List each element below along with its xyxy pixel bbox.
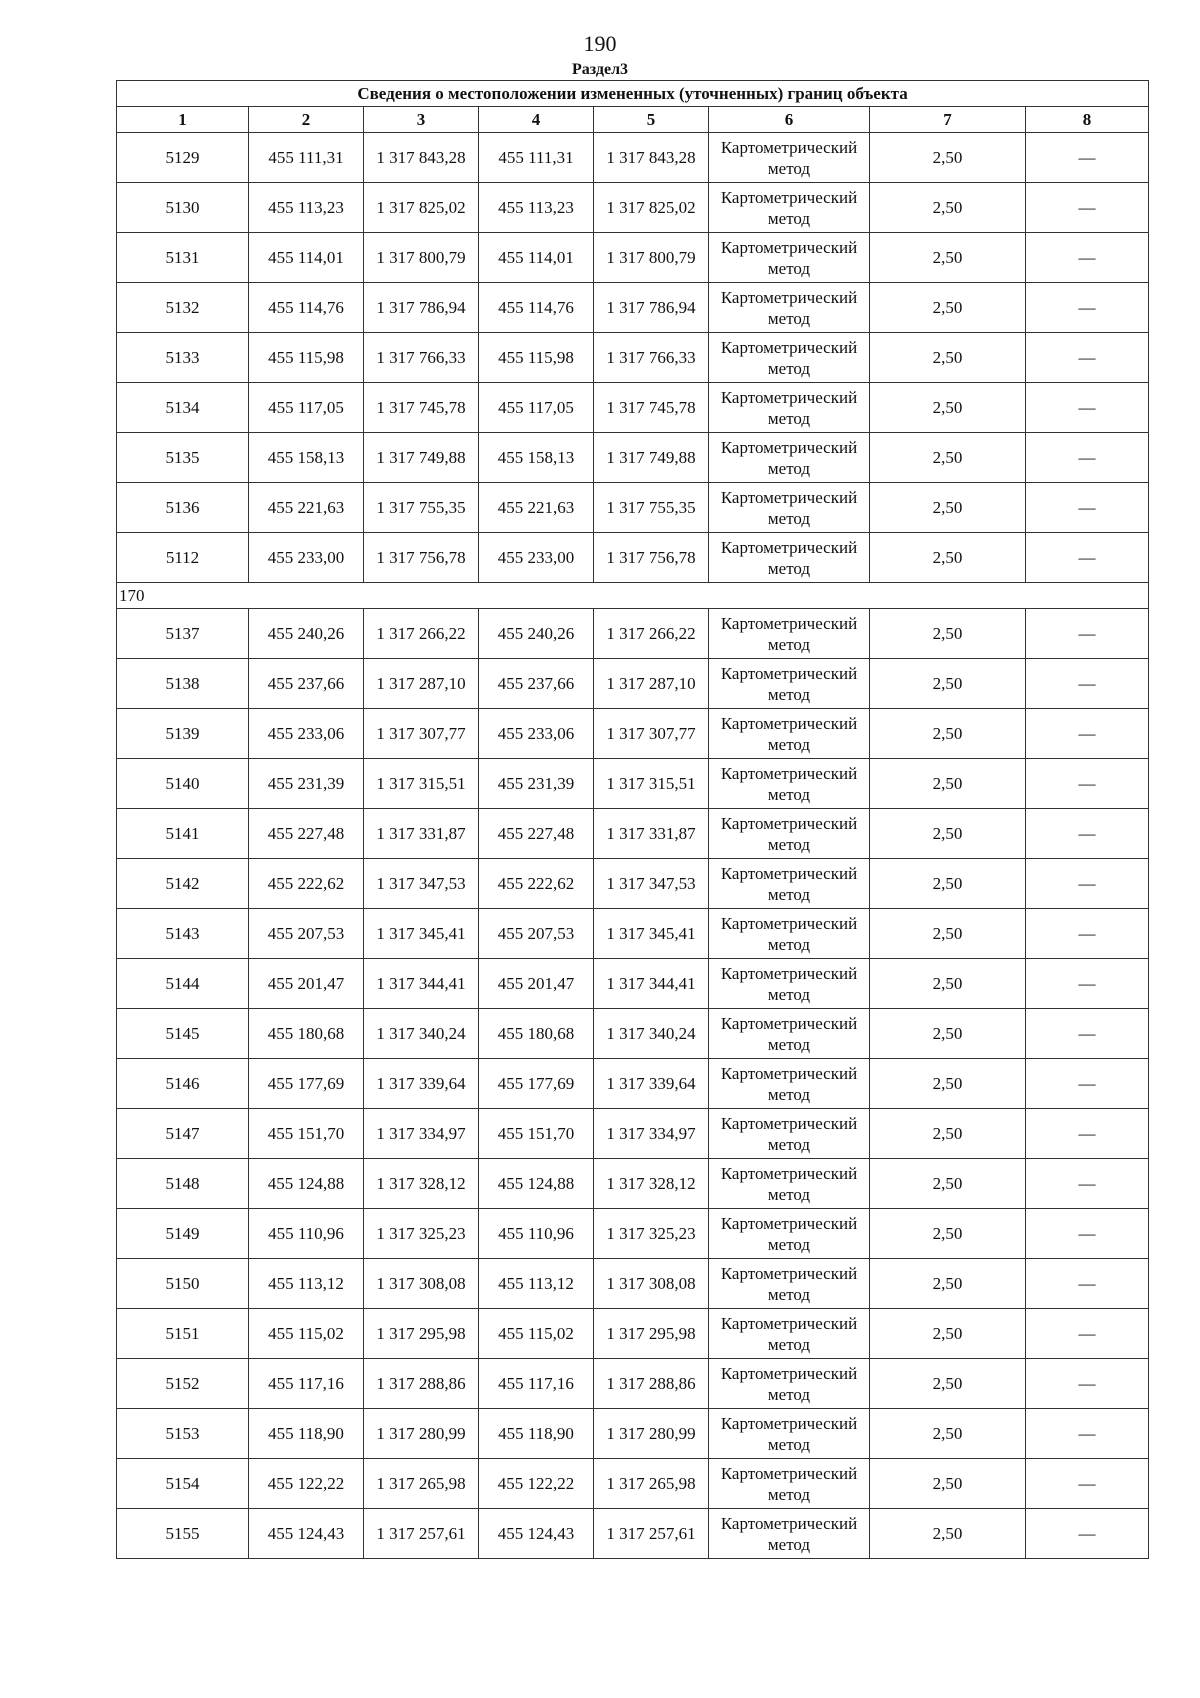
y-refined-cell: 1 317 340,24 bbox=[594, 1009, 709, 1059]
page-number: 190 bbox=[583, 31, 617, 56]
point-number-cell: 5134 bbox=[117, 383, 249, 433]
y-existing-cell: 1 317 340,24 bbox=[364, 1009, 479, 1059]
accuracy-cell: 2,50 bbox=[870, 1159, 1026, 1209]
y-refined-cell: 1 317 800,79 bbox=[594, 233, 709, 283]
x-refined-cell: 455 114,01 bbox=[479, 233, 594, 283]
table-row bbox=[117, 1059, 1149, 1109]
accuracy-cell: 2,50 bbox=[870, 659, 1026, 709]
point-number-cell: 5150 bbox=[117, 1259, 249, 1309]
y-refined-cell: 1 317 325,23 bbox=[594, 1209, 709, 1259]
x-existing-cell: 455 117,16 bbox=[249, 1359, 364, 1409]
method-cell: Картометрический метод bbox=[709, 959, 870, 1009]
method-cell: Картометрический метод bbox=[709, 1059, 870, 1109]
table-row bbox=[117, 659, 1149, 709]
x-refined-cell: 455 180,68 bbox=[479, 1009, 594, 1059]
description-cell: — bbox=[1026, 383, 1149, 433]
table-caption-row bbox=[117, 81, 1149, 107]
x-existing-cell: 455 113,12 bbox=[249, 1259, 364, 1309]
method-cell: Картометрический метод bbox=[709, 1109, 870, 1159]
y-existing-cell: 1 317 266,22 bbox=[364, 609, 479, 659]
method-cell: Картометрический метод bbox=[709, 1159, 870, 1209]
point-number-cell: 5154 bbox=[117, 1459, 249, 1509]
y-existing-cell: 1 317 328,12 bbox=[364, 1159, 479, 1209]
y-refined-cell: 1 317 843,28 bbox=[594, 133, 709, 183]
point-number-cell: 5146 bbox=[117, 1059, 249, 1109]
y-existing-cell: 1 317 325,23 bbox=[364, 1209, 479, 1259]
y-existing-cell: 1 317 843,28 bbox=[364, 133, 479, 183]
x-refined-cell: 455 240,26 bbox=[479, 609, 594, 659]
x-refined-cell: 455 221,63 bbox=[479, 483, 594, 533]
point-number-cell: 5147 bbox=[117, 1109, 249, 1159]
description-cell: — bbox=[1026, 1359, 1149, 1409]
x-existing-cell: 455 177,69 bbox=[249, 1059, 364, 1109]
x-existing-cell: 455 180,68 bbox=[249, 1009, 364, 1059]
table-row bbox=[117, 1009, 1149, 1059]
point-number-cell: 5112 bbox=[117, 533, 249, 583]
y-refined-cell: 1 317 315,51 bbox=[594, 759, 709, 809]
x-refined-cell: 455 237,66 bbox=[479, 659, 594, 709]
method-cell: Картометрический метод bbox=[709, 533, 870, 583]
y-refined-cell: 1 317 288,86 bbox=[594, 1359, 709, 1409]
method-cell: Картометрический метод bbox=[709, 1009, 870, 1059]
x-refined-cell: 455 177,69 bbox=[479, 1059, 594, 1109]
table-row bbox=[117, 859, 1149, 909]
method-cell: Картометрический метод bbox=[709, 183, 870, 233]
table-row bbox=[117, 283, 1149, 333]
y-refined-cell: 1 317 307,77 bbox=[594, 709, 709, 759]
y-existing-cell: 1 317 756,78 bbox=[364, 533, 479, 583]
table-row bbox=[117, 483, 1149, 533]
coordinates-table bbox=[116, 80, 1149, 1559]
accuracy-cell: 2,50 bbox=[870, 383, 1026, 433]
description-cell: — bbox=[1026, 183, 1149, 233]
y-existing-cell: 1 317 745,78 bbox=[364, 383, 479, 433]
x-existing-cell: 455 118,90 bbox=[249, 1409, 364, 1459]
accuracy-cell: 2,50 bbox=[870, 1109, 1026, 1159]
description-cell: — bbox=[1026, 909, 1149, 959]
y-refined-cell: 1 317 786,94 bbox=[594, 283, 709, 333]
method-cell: Картометрический метод bbox=[709, 1309, 870, 1359]
x-refined-cell: 455 233,06 bbox=[479, 709, 594, 759]
x-refined-cell: 455 117,05 bbox=[479, 383, 594, 433]
description-cell: — bbox=[1026, 533, 1149, 583]
y-refined-cell: 1 317 347,53 bbox=[594, 859, 709, 909]
description-cell: — bbox=[1026, 1459, 1149, 1509]
y-existing-cell: 1 317 345,41 bbox=[364, 909, 479, 959]
x-existing-cell: 455 115,98 bbox=[249, 333, 364, 383]
x-refined-cell: 455 151,70 bbox=[479, 1109, 594, 1159]
x-refined-cell: 455 111,31 bbox=[479, 133, 594, 183]
method-cell: Картометрический метод bbox=[709, 433, 870, 483]
method-cell: Картометрический метод bbox=[709, 809, 870, 859]
x-refined-cell: 455 201,47 bbox=[479, 959, 594, 1009]
description-cell: — bbox=[1026, 809, 1149, 859]
accuracy-cell: 2,50 bbox=[870, 1209, 1026, 1259]
table-row bbox=[117, 709, 1149, 759]
y-refined-cell: 1 317 766,33 bbox=[594, 333, 709, 383]
column-header: 7 bbox=[870, 107, 1026, 133]
table-row bbox=[117, 1359, 1149, 1409]
point-number-cell: 5136 bbox=[117, 483, 249, 533]
point-number-cell: 5132 bbox=[117, 283, 249, 333]
y-existing-cell: 1 317 786,94 bbox=[364, 283, 479, 333]
point-number-cell: 5133 bbox=[117, 333, 249, 383]
x-existing-cell: 455 124,88 bbox=[249, 1159, 364, 1209]
y-refined-cell: 1 317 749,88 bbox=[594, 433, 709, 483]
accuracy-cell: 2,50 bbox=[870, 533, 1026, 583]
y-refined-cell: 1 317 287,10 bbox=[594, 659, 709, 709]
table-row bbox=[117, 1209, 1149, 1259]
description-cell: — bbox=[1026, 659, 1149, 709]
x-existing-cell: 455 221,63 bbox=[249, 483, 364, 533]
x-refined-cell: 455 114,76 bbox=[479, 283, 594, 333]
x-existing-cell: 455 151,70 bbox=[249, 1109, 364, 1159]
y-refined-cell: 1 317 328,12 bbox=[594, 1159, 709, 1209]
point-number-cell: 5149 bbox=[117, 1209, 249, 1259]
x-existing-cell: 455 113,23 bbox=[249, 183, 364, 233]
accuracy-cell: 2,50 bbox=[870, 909, 1026, 959]
method-cell: Картометрический метод bbox=[709, 609, 870, 659]
x-existing-cell: 455 110,96 bbox=[249, 1209, 364, 1259]
y-refined-cell: 1 317 756,78 bbox=[594, 533, 709, 583]
x-existing-cell: 455 207,53 bbox=[249, 909, 364, 959]
x-existing-cell: 455 111,31 bbox=[249, 133, 364, 183]
contour-label: 170 bbox=[117, 583, 1149, 609]
section-title: Раздел3 bbox=[571, 61, 629, 78]
method-cell: Картометрический метод bbox=[709, 1409, 870, 1459]
table-row bbox=[117, 533, 1149, 583]
x-existing-cell: 455 227,48 bbox=[249, 809, 364, 859]
table-row bbox=[117, 759, 1149, 809]
x-existing-cell: 455 231,39 bbox=[249, 759, 364, 809]
x-refined-cell: 455 122,22 bbox=[479, 1459, 594, 1509]
accuracy-cell: 2,50 bbox=[870, 809, 1026, 859]
accuracy-cell: 2,50 bbox=[870, 283, 1026, 333]
table-caption: Сведения о местоположении измененных (уточненных) границ объекта bbox=[117, 81, 1149, 107]
y-refined-cell: 1 317 339,64 bbox=[594, 1059, 709, 1109]
column-header: 8 bbox=[1026, 107, 1149, 133]
x-existing-cell: 455 237,66 bbox=[249, 659, 364, 709]
accuracy-cell: 2,50 bbox=[870, 859, 1026, 909]
accuracy-cell: 2,50 bbox=[870, 483, 1026, 533]
point-number-cell: 5137 bbox=[117, 609, 249, 659]
x-refined-cell: 455 227,48 bbox=[479, 809, 594, 859]
method-cell: Картометрический метод bbox=[709, 133, 870, 183]
point-number-cell: 5129 bbox=[117, 133, 249, 183]
accuracy-cell: 2,50 bbox=[870, 1059, 1026, 1109]
y-refined-cell: 1 317 331,87 bbox=[594, 809, 709, 859]
method-cell: Картометрический метод bbox=[709, 659, 870, 709]
accuracy-cell: 2,50 bbox=[870, 433, 1026, 483]
method-cell: Картометрический метод bbox=[709, 1509, 870, 1559]
accuracy-cell: 2,50 bbox=[870, 183, 1026, 233]
accuracy-cell: 2,50 bbox=[870, 609, 1026, 659]
x-refined-cell: 455 110,96 bbox=[479, 1209, 594, 1259]
method-cell: Картометрический метод bbox=[709, 859, 870, 909]
table-row bbox=[117, 183, 1149, 233]
x-refined-cell: 455 113,23 bbox=[479, 183, 594, 233]
contour-label-row bbox=[117, 583, 1149, 609]
x-refined-cell: 455 118,90 bbox=[479, 1409, 594, 1459]
x-refined-cell: 455 124,43 bbox=[479, 1509, 594, 1559]
y-refined-cell: 1 317 308,08 bbox=[594, 1259, 709, 1309]
table-body bbox=[117, 81, 1149, 1559]
x-existing-cell: 455 240,26 bbox=[249, 609, 364, 659]
description-cell: — bbox=[1026, 1209, 1149, 1259]
table-row bbox=[117, 1109, 1149, 1159]
description-cell: — bbox=[1026, 283, 1149, 333]
y-refined-cell: 1 317 257,61 bbox=[594, 1509, 709, 1559]
method-cell: Картометрический метод bbox=[709, 909, 870, 959]
y-existing-cell: 1 317 749,88 bbox=[364, 433, 479, 483]
y-existing-cell: 1 317 825,02 bbox=[364, 183, 479, 233]
y-existing-cell: 1 317 800,79 bbox=[364, 233, 479, 283]
x-existing-cell: 455 114,01 bbox=[249, 233, 364, 283]
description-cell: — bbox=[1026, 483, 1149, 533]
column-header: 2 bbox=[249, 107, 364, 133]
method-cell: Картометрический метод bbox=[709, 333, 870, 383]
y-existing-cell: 1 317 295,98 bbox=[364, 1309, 479, 1359]
table-row bbox=[117, 333, 1149, 383]
point-number-cell: 5130 bbox=[117, 183, 249, 233]
y-existing-cell: 1 317 339,64 bbox=[364, 1059, 479, 1109]
point-number-cell: 5155 bbox=[117, 1509, 249, 1559]
point-number-cell: 5140 bbox=[117, 759, 249, 809]
y-existing-cell: 1 317 331,87 bbox=[364, 809, 479, 859]
y-existing-cell: 1 317 315,51 bbox=[364, 759, 479, 809]
method-cell: Картометрический метод bbox=[709, 283, 870, 333]
point-number-cell: 5142 bbox=[117, 859, 249, 909]
table-row bbox=[117, 1159, 1149, 1209]
accuracy-cell: 2,50 bbox=[870, 1459, 1026, 1509]
y-refined-cell: 1 317 266,22 bbox=[594, 609, 709, 659]
description-cell: — bbox=[1026, 859, 1149, 909]
description-cell: — bbox=[1026, 709, 1149, 759]
column-header: 3 bbox=[364, 107, 479, 133]
table-row bbox=[117, 1409, 1149, 1459]
y-existing-cell: 1 317 308,08 bbox=[364, 1259, 479, 1309]
column-header: 4 bbox=[479, 107, 594, 133]
y-refined-cell: 1 317 745,78 bbox=[594, 383, 709, 433]
method-cell: Картометрический метод bbox=[709, 709, 870, 759]
table-row bbox=[117, 959, 1149, 1009]
x-refined-cell: 455 158,13 bbox=[479, 433, 594, 483]
table-row bbox=[117, 1459, 1149, 1509]
table-row bbox=[117, 233, 1149, 283]
table-row bbox=[117, 1259, 1149, 1309]
x-existing-cell: 455 117,05 bbox=[249, 383, 364, 433]
y-existing-cell: 1 317 280,99 bbox=[364, 1409, 479, 1459]
y-existing-cell: 1 317 347,53 bbox=[364, 859, 479, 909]
column-header: 6 bbox=[709, 107, 870, 133]
accuracy-cell: 2,50 bbox=[870, 1309, 1026, 1359]
point-number-cell: 5152 bbox=[117, 1359, 249, 1409]
column-header: 5 bbox=[594, 107, 709, 133]
y-refined-cell: 1 317 295,98 bbox=[594, 1309, 709, 1359]
method-cell: Картометрический метод bbox=[709, 1459, 870, 1509]
description-cell: — bbox=[1026, 1059, 1149, 1109]
table-row bbox=[117, 609, 1149, 659]
method-cell: Картометрический метод bbox=[709, 759, 870, 809]
point-number-cell: 5138 bbox=[117, 659, 249, 709]
description-cell: — bbox=[1026, 609, 1149, 659]
x-refined-cell: 455 124,88 bbox=[479, 1159, 594, 1209]
accuracy-cell: 2,50 bbox=[870, 133, 1026, 183]
x-existing-cell: 455 233,06 bbox=[249, 709, 364, 759]
description-cell: — bbox=[1026, 1109, 1149, 1159]
table-row bbox=[117, 909, 1149, 959]
point-number-cell: 5141 bbox=[117, 809, 249, 859]
y-existing-cell: 1 317 766,33 bbox=[364, 333, 479, 383]
description-cell: — bbox=[1026, 433, 1149, 483]
point-number-cell: 5143 bbox=[117, 909, 249, 959]
description-cell: — bbox=[1026, 133, 1149, 183]
y-refined-cell: 1 317 825,02 bbox=[594, 183, 709, 233]
y-refined-cell: 1 317 334,97 bbox=[594, 1109, 709, 1159]
table-row bbox=[117, 809, 1149, 859]
method-cell: Картометрический метод bbox=[709, 1209, 870, 1259]
point-number-cell: 5153 bbox=[117, 1409, 249, 1459]
y-existing-cell: 1 317 288,86 bbox=[364, 1359, 479, 1409]
point-number-cell: 5131 bbox=[117, 233, 249, 283]
description-cell: — bbox=[1026, 1009, 1149, 1059]
description-cell: — bbox=[1026, 1309, 1149, 1359]
description-cell: — bbox=[1026, 333, 1149, 383]
accuracy-cell: 2,50 bbox=[870, 759, 1026, 809]
x-refined-cell: 455 115,98 bbox=[479, 333, 594, 383]
x-existing-cell: 455 114,76 bbox=[249, 283, 364, 333]
accuracy-cell: 2,50 bbox=[870, 1009, 1026, 1059]
method-cell: Картометрический метод bbox=[709, 383, 870, 433]
point-number-cell: 5139 bbox=[117, 709, 249, 759]
method-cell: Картометрический метод bbox=[709, 483, 870, 533]
y-existing-cell: 1 317 265,98 bbox=[364, 1459, 479, 1509]
accuracy-cell: 2,50 bbox=[870, 233, 1026, 283]
y-existing-cell: 1 317 344,41 bbox=[364, 959, 479, 1009]
method-cell: Картометрический метод bbox=[709, 233, 870, 283]
y-refined-cell: 1 317 755,35 bbox=[594, 483, 709, 533]
x-existing-cell: 455 124,43 bbox=[249, 1509, 364, 1559]
y-existing-cell: 1 317 287,10 bbox=[364, 659, 479, 709]
accuracy-cell: 2,50 bbox=[870, 709, 1026, 759]
table-header-row bbox=[117, 107, 1149, 133]
x-existing-cell: 455 122,22 bbox=[249, 1459, 364, 1509]
point-number-cell: 5144 bbox=[117, 959, 249, 1009]
y-existing-cell: 1 317 334,97 bbox=[364, 1109, 479, 1159]
point-number-cell: 5151 bbox=[117, 1309, 249, 1359]
point-number-cell: 5148 bbox=[117, 1159, 249, 1209]
y-existing-cell: 1 317 307,77 bbox=[364, 709, 479, 759]
method-cell: Картометрический метод bbox=[709, 1359, 870, 1409]
point-number-cell: 5135 bbox=[117, 433, 249, 483]
accuracy-cell: 2,50 bbox=[870, 1409, 1026, 1459]
table-row bbox=[117, 433, 1149, 483]
x-refined-cell: 455 115,02 bbox=[479, 1309, 594, 1359]
y-refined-cell: 1 317 344,41 bbox=[594, 959, 709, 1009]
accuracy-cell: 2,50 bbox=[870, 1509, 1026, 1559]
accuracy-cell: 2,50 bbox=[870, 333, 1026, 383]
table-row bbox=[117, 133, 1149, 183]
x-refined-cell: 455 113,12 bbox=[479, 1259, 594, 1309]
x-existing-cell: 455 233,00 bbox=[249, 533, 364, 583]
x-refined-cell: 455 117,16 bbox=[479, 1359, 594, 1409]
description-cell: — bbox=[1026, 959, 1149, 1009]
x-existing-cell: 455 222,62 bbox=[249, 859, 364, 909]
x-refined-cell: 455 207,53 bbox=[479, 909, 594, 959]
description-cell: — bbox=[1026, 1259, 1149, 1309]
y-existing-cell: 1 317 257,61 bbox=[364, 1509, 479, 1559]
table-row bbox=[117, 1509, 1149, 1559]
x-existing-cell: 455 158,13 bbox=[249, 433, 364, 483]
y-refined-cell: 1 317 345,41 bbox=[594, 909, 709, 959]
accuracy-cell: 2,50 bbox=[870, 1259, 1026, 1309]
column-header: 1 bbox=[117, 107, 249, 133]
x-existing-cell: 455 115,02 bbox=[249, 1309, 364, 1359]
x-refined-cell: 455 231,39 bbox=[479, 759, 594, 809]
table-row bbox=[117, 1309, 1149, 1359]
description-cell: — bbox=[1026, 1159, 1149, 1209]
x-existing-cell: 455 201,47 bbox=[249, 959, 364, 1009]
accuracy-cell: 2,50 bbox=[870, 959, 1026, 1009]
accuracy-cell: 2,50 bbox=[870, 1359, 1026, 1409]
y-refined-cell: 1 317 265,98 bbox=[594, 1459, 709, 1509]
description-cell: — bbox=[1026, 1509, 1149, 1559]
description-cell: — bbox=[1026, 233, 1149, 283]
description-cell: — bbox=[1026, 1409, 1149, 1459]
table-row bbox=[117, 383, 1149, 433]
point-number-cell: 5145 bbox=[117, 1009, 249, 1059]
description-cell: — bbox=[1026, 759, 1149, 809]
y-existing-cell: 1 317 755,35 bbox=[364, 483, 479, 533]
y-refined-cell: 1 317 280,99 bbox=[594, 1409, 709, 1459]
x-refined-cell: 455 222,62 bbox=[479, 859, 594, 909]
method-cell: Картометрический метод bbox=[709, 1259, 870, 1309]
x-refined-cell: 455 233,00 bbox=[479, 533, 594, 583]
